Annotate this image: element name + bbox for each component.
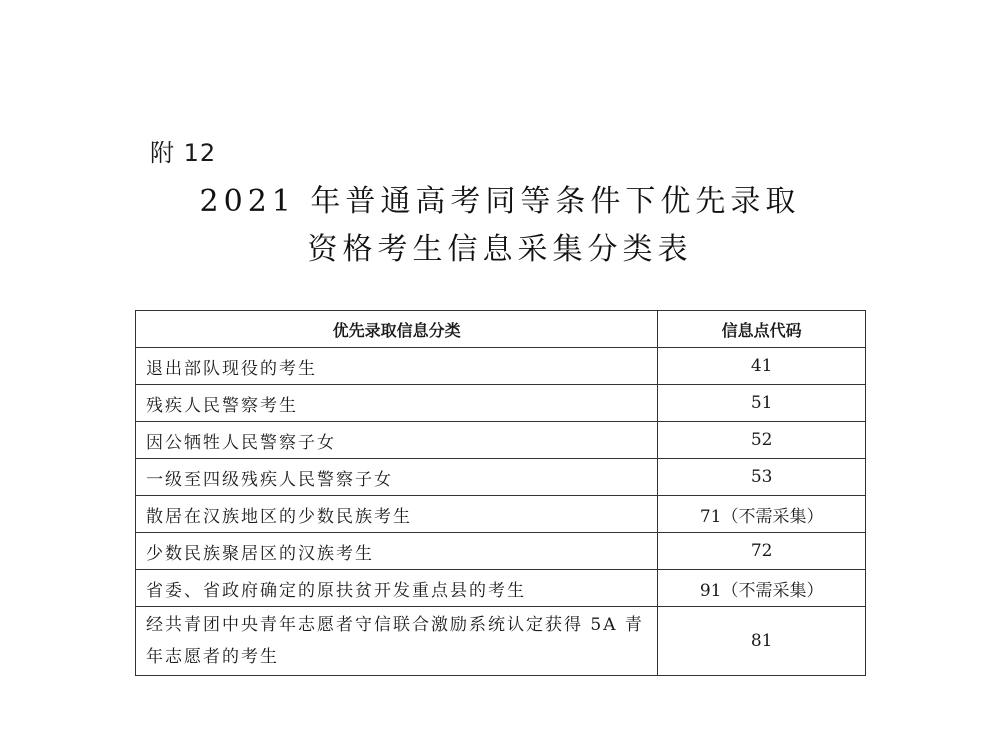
table-row — [136, 496, 866, 533]
column-header-code: 信息点代码 — [658, 311, 866, 348]
code-cell: 51 — [658, 385, 866, 422]
category-cell: 散居在汉族地区的少数民族考生 — [136, 496, 658, 533]
classification-table — [135, 310, 866, 676]
column-header-category: 优先录取信息分类 — [136, 311, 658, 348]
table-header-row — [136, 311, 866, 348]
category-cell: 因公牺牲人民警察子女 — [136, 422, 658, 459]
table-row — [136, 422, 866, 459]
category-cell: 残疾人民警察考生 — [136, 385, 658, 422]
category-cell: 经共青团中央青年志愿者守信联合激励系统认定获得 5A 青年志愿者的考生 — [136, 607, 658, 676]
category-cell: 退出部队现役的考生 — [136, 348, 658, 385]
page-title-line-2: 资格考生信息采集分类表 — [307, 232, 693, 267]
code-cell: 91（不需采集） — [658, 570, 866, 607]
code-cell: 53 — [658, 459, 866, 496]
page-title-line-1: 2021 年普通高考同等条件下优先录取 — [199, 184, 801, 219]
attachment-label: 附 12 — [150, 139, 217, 167]
code-cell: 41 — [658, 348, 866, 385]
code-cell: 71（不需采集） — [658, 496, 866, 533]
code-cell: 72 — [658, 533, 866, 570]
table-row — [136, 385, 866, 422]
category-cell: 少数民族聚居区的汉族考生 — [136, 533, 658, 570]
table-row — [136, 348, 866, 385]
code-cell: 81 — [658, 607, 866, 676]
code-cell: 52 — [658, 422, 866, 459]
category-cell: 省委、省政府确定的原扶贫开发重点县的考生 — [136, 570, 658, 607]
table-row — [136, 533, 866, 570]
table-row — [136, 459, 866, 496]
table-row — [136, 607, 866, 676]
table-row — [136, 570, 866, 607]
category-cell: 一级至四级残疾人民警察子女 — [136, 459, 658, 496]
